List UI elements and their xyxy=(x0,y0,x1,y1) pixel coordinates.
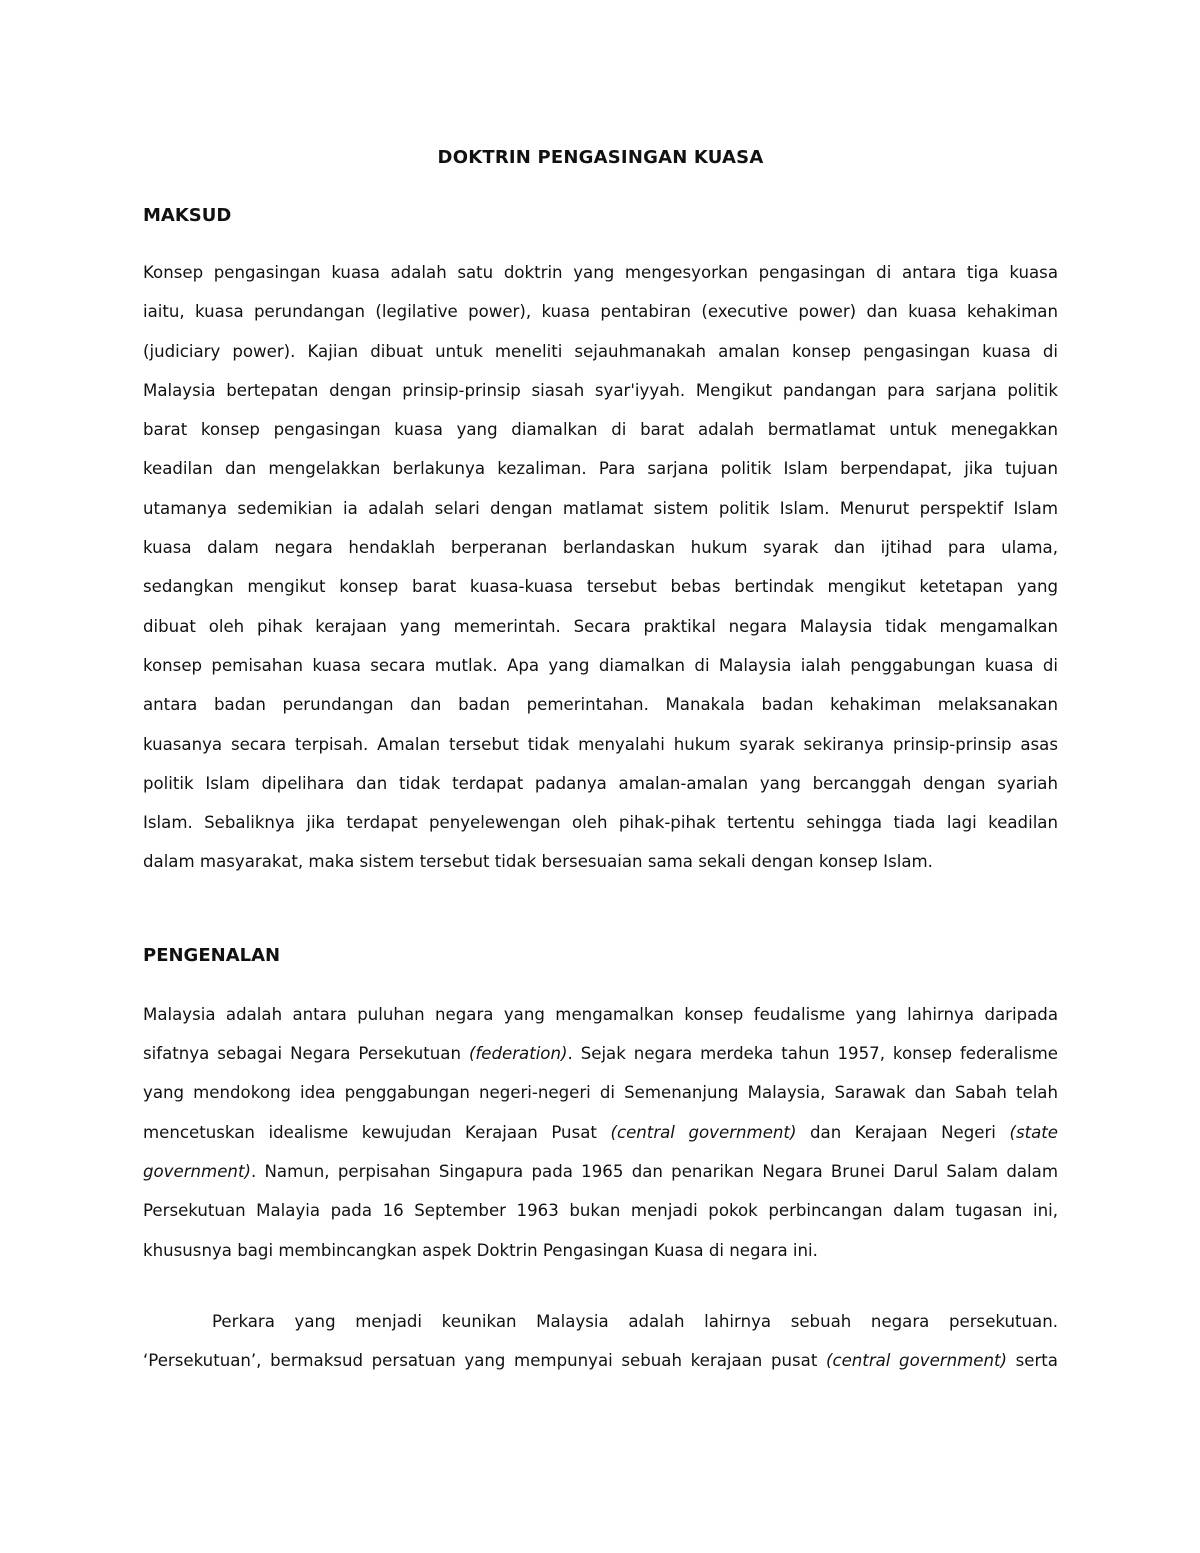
text-line: Malaysia adalah antara puluhan negara yang mengamalkan konsep feudalisme yang lahirnya daripada xyxy=(143,1004,1058,1024)
text-line: sedangkan mengikut konsep barat kuasa-kuasa tersebut bebas bertindak mengikut ketetapan yang xyxy=(143,577,1058,597)
text-line: barat konsep pengasingan kuasa yang diamalkan di barat adalah bermatlamat untuk menegakkan xyxy=(143,420,1058,440)
paragraph-pengenalan-2 xyxy=(143,1302,1058,1381)
text-line: konsep pemisahan kuasa secara mutlak. Apa yang diamalkan di Malaysia ialah penggabungan kuasa di xyxy=(143,655,1058,675)
text-line: (judiciary power). Kajian dibuat untuk meneliti sejauhmanakah amalan konsep pengasingan kuasa di xyxy=(143,341,1058,361)
text-line: Malaysia bertepatan dengan prinsip-prinsip siasah syar'iyyah. Mengikut pandangan para sarjana politik xyxy=(143,380,1058,400)
text-line: Islam. Sebaliknya jika terdapat penyelewengan oleh pihak-pihak tertentu sehingga tiada lagi keadilan xyxy=(143,813,1058,833)
italic-term: (federation) xyxy=(468,1044,568,1064)
text-line xyxy=(143,1034,1058,1073)
section-heading-pengenalan: PENGENALAN xyxy=(143,944,281,966)
text-line: dalam masyarakat, maka sistem tersebut tidak bersesuaian sama sekali dengan konsep Islam. xyxy=(143,852,933,872)
italic-term: government) xyxy=(143,1161,251,1181)
paragraph-maksud xyxy=(143,253,1058,882)
text-line: Perkara yang menjadi keunikan Malaysia adalah lahirnya sebuah negara persekutuan. xyxy=(212,1311,1058,1331)
text-run: . Namun, perpisahan Singapura pada 1965 dan penarikan Negara Brunei Darul Salam dalam xyxy=(250,1161,1058,1181)
text-run: dan Kerajaan Negeri xyxy=(796,1122,1010,1142)
text-line xyxy=(143,1113,1058,1152)
document-title: DOKTRIN PENGASINGAN KUASA xyxy=(437,147,764,168)
text-line: kuasanya secara terpisah. Amalan tersebut tidak menyalahi hukum syarak sekiranya prinsip-prinsip asas xyxy=(143,734,1058,754)
section-heading-maksud: MAKSUD xyxy=(143,205,232,226)
text-run: . Sejak negara merdeka tahun 1957, konsep federalisme xyxy=(567,1044,1058,1064)
italic-term: (central government) xyxy=(825,1351,1007,1371)
text-line: keadilan dan mengelakkan berlakunya kezaliman. Para sarjana politik Islam berpendapat, jika tujuan xyxy=(143,459,1058,479)
text-line: antara badan perundangan dan badan pemerintahan. Manakala badan kehakiman melaksanakan xyxy=(143,695,1058,715)
text-line xyxy=(143,1152,1058,1191)
text-line: yang mendokong idea penggabungan negeri-negeri di Semenanjung Malaysia, Sarawak dan Sabah telah xyxy=(143,1083,1058,1103)
text-line: dibuat oleh pihak kerajaan yang memerintah. Secara praktikal negara Malaysia tidak mengamalkan xyxy=(143,616,1058,636)
text-line: khususnya bagi membincangkan aspek Doktrin Pengasingan Kuasa di negara ini. xyxy=(143,1240,818,1260)
paragraph-pengenalan-1 xyxy=(143,995,1058,1270)
text-line: Konsep pengasingan kuasa adalah satu doktrin yang mengesyorkan pengasingan di antara tiga kuasa xyxy=(143,263,1058,282)
italic-term: (state xyxy=(1009,1122,1058,1142)
text-run: serta xyxy=(1006,1351,1058,1371)
text-line: kuasa dalam negara hendaklah berperanan berlandaskan hukum syarak dan ijtihad para ulama, xyxy=(143,538,1058,558)
document-page xyxy=(143,140,1058,1380)
text-line: Persekutuan Malayia pada 16 September 1963 bukan menjadi pokok perbincangan dalam tugasan ini, xyxy=(143,1201,1058,1221)
text-line xyxy=(143,1341,1058,1380)
text-line: politik Islam dipelihara dan tidak terdapat padanya amalan-amalan yang bercanggah dengan syariah xyxy=(143,773,1058,793)
text-line: utamanya sedemikian ia adalah selari dengan matlamat sistem politik Islam. Menurut perspektif Islam xyxy=(143,498,1058,518)
text-run: mencetuskan idealisme kewujudan Kerajaan Pusat xyxy=(143,1122,611,1142)
text-line: iaitu, kuasa perundangan (legilative power), kuasa pentabiran (executive power) dan kuasa kehakiman xyxy=(143,302,1058,322)
text-run: sifatnya sebagai Negara Persekutuan xyxy=(143,1044,469,1064)
text-run: ‘Persekutuan’, bermaksud persatuan yang mempunyai sebuah kerajaan pusat xyxy=(143,1351,826,1371)
italic-term: (central government) xyxy=(610,1122,797,1142)
